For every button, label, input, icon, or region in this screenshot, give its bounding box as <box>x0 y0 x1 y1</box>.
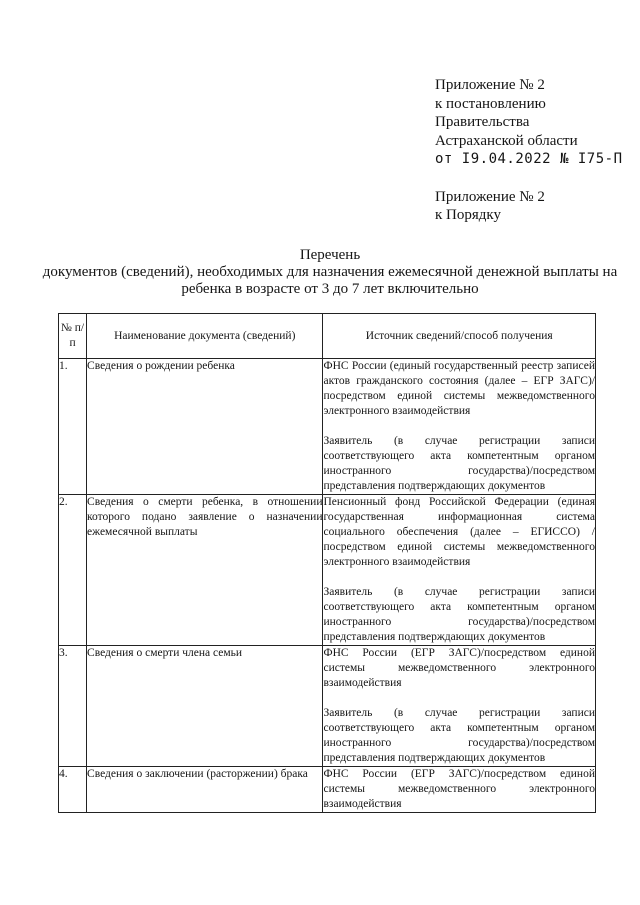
table-row <box>59 646 596 767</box>
document-source <box>323 767 596 813</box>
row-number: 3. <box>59 646 87 767</box>
table-row <box>59 767 596 813</box>
table-row <box>59 359 596 495</box>
document-name: Сведения о рождении ребенка <box>87 359 323 495</box>
appendix-number: Приложение № 2 <box>435 77 545 93</box>
document-name: Сведения о смерти члена семьи <box>87 646 323 767</box>
appendix-number-2: Приложение № 2 <box>435 188 545 205</box>
document-source <box>323 646 596 767</box>
source-alternative: Заявитель (в случае регистрации записи соответствующего акта компетентным органом иностранного государства)/посредством представления подтверждающих документов <box>323 435 595 492</box>
document-name: Сведения о смерти ребенка, в отношении которого подано заявление о назначении ежемесячной выплаты <box>87 495 323 646</box>
to-procedure: к Порядку <box>435 207 501 223</box>
documents-table <box>58 313 596 813</box>
source-primary: Пенсионный фонд Российской Федерации (единая государственная информационная система социального обеспечения (далее – ЕГИССО) / посредством единой системы межведомственного электронного взаимодействия <box>323 496 595 568</box>
to-resolution: к постановлению <box>435 95 546 112</box>
title-subheading: документов (сведений), необходимых для назначения ежемесячной денежной выплаты на ребенка в возрасте от 3 до 7 лет включительно <box>42 264 618 297</box>
table-row <box>59 495 596 646</box>
document-source <box>323 495 596 646</box>
header-source: Источник сведений/способ получения <box>323 314 596 359</box>
row-number: 4. <box>59 767 87 813</box>
row-number: 2. <box>59 495 87 646</box>
resolution-date-number: от I9.04.2022 № I75-П <box>435 151 623 167</box>
source-primary: ФНС России (ЕГР ЗАГС)/посредством единой системы межведомственного электронного взаимодействия <box>323 647 595 689</box>
appendix-header <box>435 76 635 225</box>
government: Правительства <box>435 114 530 130</box>
source-alternative: Заявитель (в случае регистрации записи соответствующего акта компетентным органом иностранного государства)/посредством представления подтверждающих документов <box>323 586 595 643</box>
source-alternative: Заявитель (в случае регистрации записи соответствующего акта компетентным органом иностранного государства)/посредством представления подтверждающих документов <box>323 707 595 764</box>
row-number: 1. <box>59 359 87 495</box>
header-num: № п/п <box>59 314 87 359</box>
source-primary: ФНС России (единый государственный реестр записей актов гражданского состояния (далее – ЕГР ЗАГС)/посредством единой системы межведомственного электронного взаимодействия <box>323 360 595 417</box>
document-name: Сведения о заключении (расторжении) брака <box>87 767 323 813</box>
document-source <box>323 359 596 495</box>
title-heading: Перечень <box>299 247 361 263</box>
document-title <box>40 247 620 298</box>
region: Астраханской области <box>435 132 578 149</box>
table-header-row <box>59 314 596 359</box>
header-document-name: Наименование документа (сведений) <box>87 314 323 359</box>
source-primary: ФНС России (ЕГР ЗАГС)/посредством единой системы межведомственного электронного взаимодействия <box>323 768 595 810</box>
